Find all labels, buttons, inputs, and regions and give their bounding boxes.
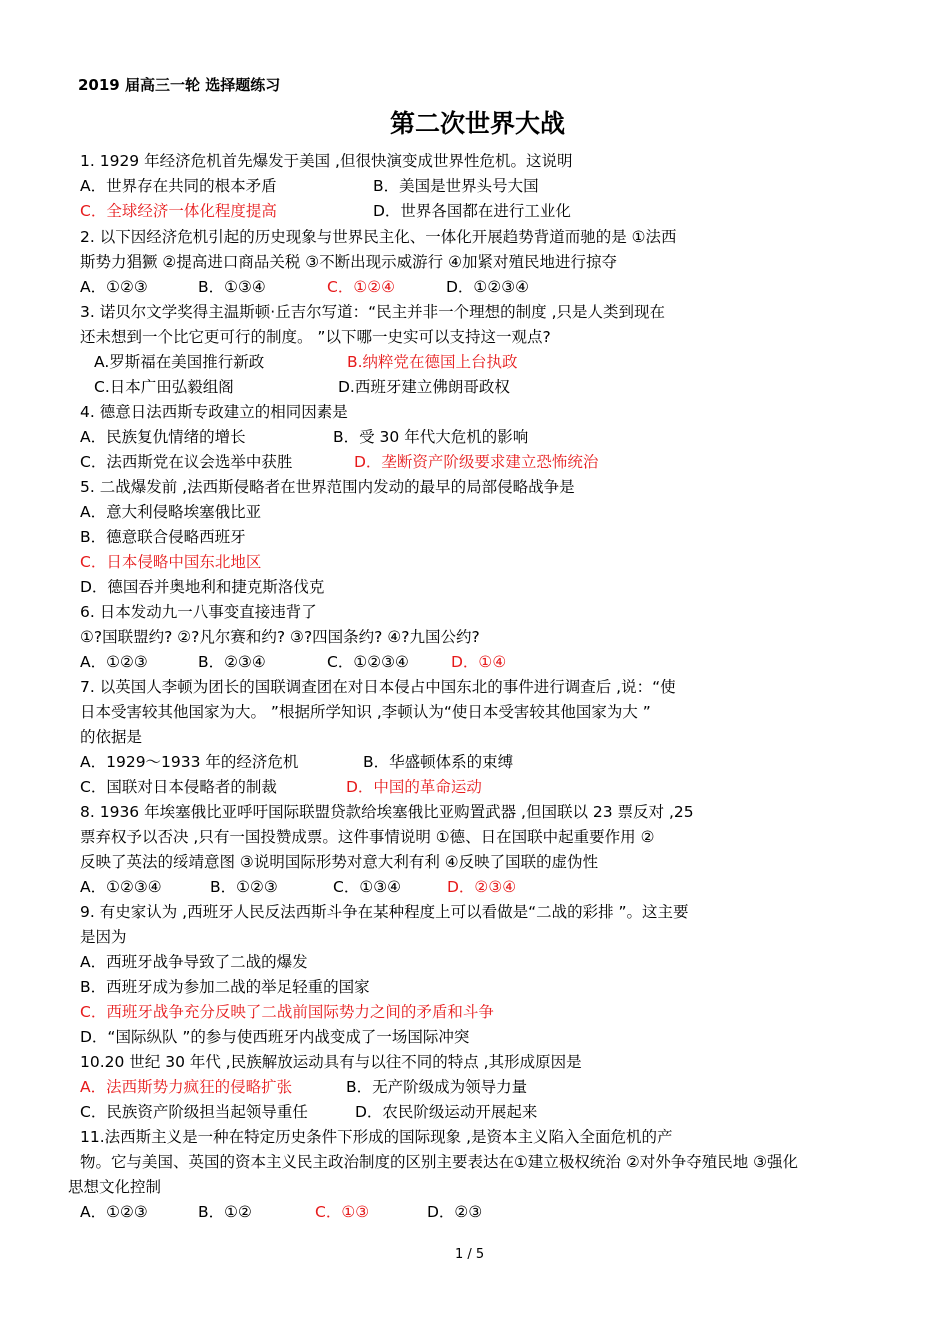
answer-option-correct: C．①③	[315, 1203, 370, 1221]
answer-option-correct: D．垄断资产阶级要求建立恐怖统治	[354, 453, 599, 471]
answer-option: C.日本广田弘毅组阁	[94, 378, 234, 396]
question-text: 物。它与美国、英国的资本主义民主政治制度的区别主要表达在①建立极权统治 ②对外争夺殖民地 ③强化	[80, 1153, 799, 1171]
answer-option: D.西班牙建立佛朗哥政权	[338, 378, 510, 396]
answer-option: B．美国是世界头号大国	[373, 177, 539, 195]
question-text: B．西班牙成为参加二战的举足轻重的国家	[80, 978, 370, 996]
answer-option: C．国联对日本侵略者的制裁	[80, 778, 277, 796]
answer-option: D．世界各国都在进行工业化	[373, 202, 571, 220]
answer-option: A．①②③④	[80, 878, 162, 896]
question-text: 5. 二战爆发前 ,法西斯侵略者在世界范围内发动的最早的局部侵略战争是	[80, 478, 575, 496]
answer-option: B．①③④	[198, 278, 266, 296]
answer-option: A．①②③	[80, 278, 148, 296]
answer-option: C．法西斯党在议会选举中获胜	[80, 453, 293, 471]
question-text: 日本受害较其他国家为大。 ”根据所学知识 ,李顿认为“使日本受害较其他国家为大 ”	[80, 703, 651, 721]
answer-option: B．受 30 年代大危机的影响	[333, 428, 529, 446]
question-text: A．意大利侵略埃塞俄比亚	[80, 503, 262, 521]
answer-option-correct: D．②③④	[447, 878, 517, 896]
answer-option: A．①②③	[80, 653, 148, 671]
answer-option: C．①②③④	[327, 653, 409, 671]
question-text: 票弃权予以否决 ,只有一国投赞成票。这件事情说明 ①德、日在国联中起重要作用 ②	[80, 828, 655, 846]
question-text: A．西班牙战争导致了二战的爆发	[80, 953, 308, 971]
answer-option: B．②③④	[198, 653, 266, 671]
question-text: 7. 以英国人李顿为团长的国联调查团在对日本侵占中国东北的事件进行调查后 ,说：“使	[80, 678, 676, 696]
answer-option: D．农民阶级运动开展起来	[355, 1103, 538, 1121]
answer-option: A．1929～1933 年的经济危机	[80, 753, 299, 771]
answer-option: A．①②③	[80, 1203, 148, 1221]
answer-option: A．世界存在共同的根本矛盾	[80, 177, 277, 195]
question-text: ①?国联盟约? ②?凡尔赛和约? ③?四国条约? ④?九国公约?	[80, 628, 480, 646]
question-text: 2. 以下因经济危机引起的历史现象与世界民主化、一体化开展趋势背道而驰的是 ①法西	[80, 228, 677, 246]
answer-option-correct: D．中国的革命运动	[346, 778, 482, 796]
question-text: 10.20 世纪 30 年代 ,民族解放运动具有与以往不同的特点 ,其形成原因是	[80, 1053, 582, 1071]
question-text: 3. 诺贝尔文学奖得主温斯顿·丘吉尔写道：“民主并非一个理想的制度 ,只是人类到现在	[80, 303, 666, 321]
question-text: 8. 1936 年埃塞俄比亚呼吁国际联盟贷款给埃塞俄比亚购置武器 ,但国联以 23 票反对 ,25	[80, 803, 694, 821]
answer-option: B．①②③	[210, 878, 278, 896]
page-number: 1 / 5	[455, 1247, 485, 1262]
answer-option: B．无产阶级成为领导力量	[346, 1078, 528, 1096]
question-text: 斯势力猖獗 ②提高进口商品关税 ③不断出现示威游行 ④加紧对殖民地进行掠夺	[80, 253, 617, 271]
answer-option-correct: C．日本侵略中国东北地区	[80, 553, 262, 571]
question-text: 是因为	[80, 928, 127, 946]
answer-option-correct: A．法西斯势力疯狂的侵略扩张	[80, 1078, 293, 1096]
answer-option: C．①③④	[333, 878, 402, 896]
answer-option-correct: D．①④	[451, 653, 507, 671]
answer-option: B．华盛顿体系的束缚	[363, 753, 514, 771]
answer-option: B．①②	[198, 1203, 252, 1221]
question-text: 1. 1929 年经济危机首先爆发于美国 ,但很快演变成世界性危机。这说明	[80, 152, 573, 170]
answer-option: A.罗斯福在美国推行新政	[94, 353, 265, 371]
question-text: 11.法西斯主义是一种在特定历史条件下形成的国际现象 ,是资本主义陷入全面危机的产	[80, 1128, 673, 1146]
answer-option: D．①②③④	[446, 278, 530, 296]
answer-option: D．②③	[427, 1203, 483, 1221]
answer-option: C．民族资产阶级担当起领导重任	[80, 1103, 308, 1121]
question-text: D．“国际纵队 ”的参与使西班牙内战变成了一场国际冲突	[80, 1028, 470, 1046]
question-text: 4. 德意日法西斯专政建立的相同因素是	[80, 403, 348, 421]
question-text: 9. 有史家认为 ,西班牙人民反法西斯斗争在某种程度上可以看做是“二战的彩排 ”。这主要	[80, 903, 689, 921]
answer-option-correct: C．全球经济一体化程度提高	[80, 202, 277, 220]
question-text: B．德意联合侵略西班牙	[80, 528, 246, 546]
question-text: 反映了英法的绥靖意图 ③说明国际形势对意大利有利 ④反映了国联的虚伪性	[80, 853, 599, 871]
page-title: 第二次世界大战	[390, 109, 566, 138]
question-text: 思想文化控制	[68, 1178, 162, 1196]
question-text: 的依据是	[80, 728, 143, 746]
answer-option-correct: C．西班牙战争充分反映了二战前国际势力之间的矛盾和斗争	[80, 1003, 494, 1021]
question-text: D．德国吞并奥地利和捷克斯洛伐克	[80, 578, 325, 596]
answer-option-correct: C．①②④	[327, 278, 396, 296]
question-text: 还未想到一个比它更可行的制度。 ”以下哪一史实可以支持这一观点?	[80, 328, 551, 346]
answer-option-correct: B.纳粹党在德国上台执政	[347, 353, 518, 371]
worksheet-header: 2019 届高三一轮 选择题练习	[78, 76, 281, 94]
answer-option: A．民族复仇情绪的增长	[80, 428, 246, 446]
question-text: 6. 日本发动九一八事变直接违背了	[80, 603, 317, 621]
